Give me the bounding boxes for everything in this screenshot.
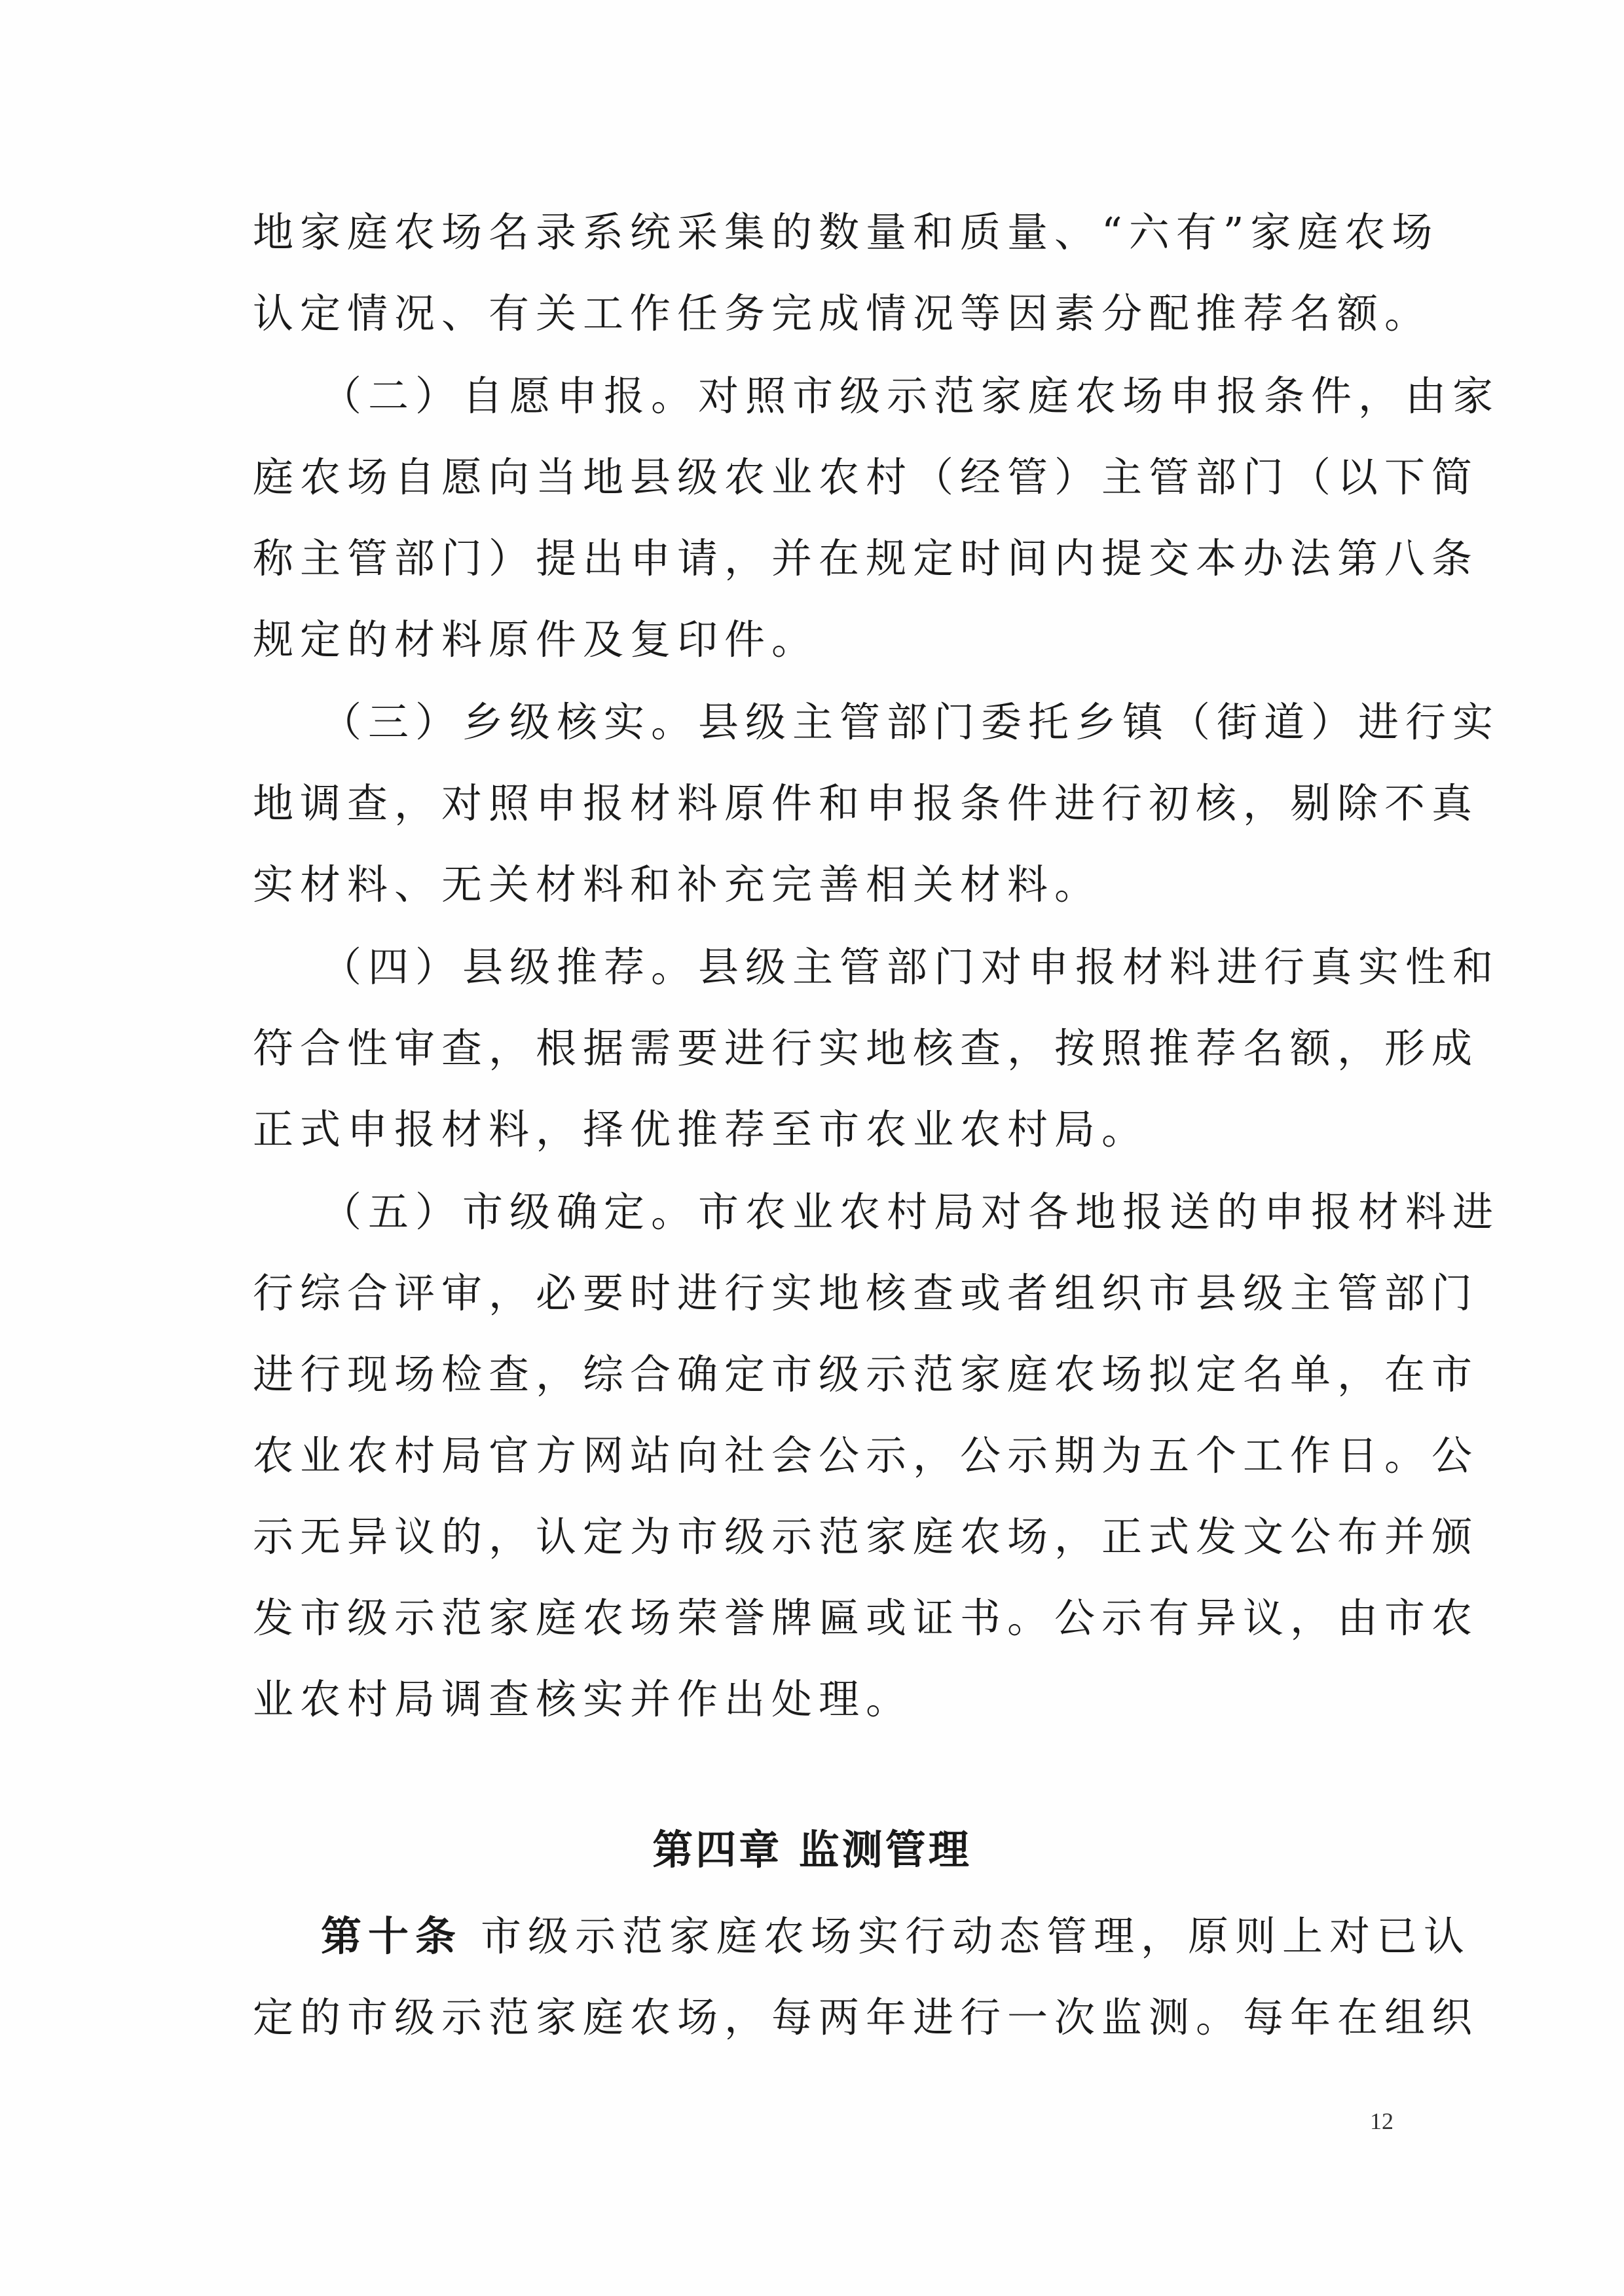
paragraph-line: 行综合评审，必要时进行实地核查或者组织市县级主管部门: [253, 1269, 1479, 1317]
article-line: [321, 1900, 1471, 1972]
paragraph-line: 规定的材料原件及复印件。: [253, 616, 819, 663]
article-line: 定的市级示范家庭农场，每两年进行一次监测。每年在组织: [253, 1993, 1479, 2041]
paragraph-line: 发市级示范家庭农场荣誉牌匾或证书。公示有异议，由市农: [253, 1594, 1479, 1642]
paragraph-line: 地调查，对照申报材料原件和申报条件进行初核，剔除不真: [253, 779, 1479, 827]
paragraph-line: 业农村局调查核实并作出处理。: [253, 1675, 913, 1723]
paragraph-line: 称主管部门）提出申请，并在规定时间内提交本办法第八条: [253, 534, 1479, 582]
paragraph-line: 庭农场自愿向当地县级农业农村（经管）主管部门（以下简: [253, 453, 1479, 501]
paragraph-line: 实材料、无关材料和补充完善相关材料。: [253, 861, 1102, 908]
article-label: 第十条: [321, 1912, 463, 1960]
paragraph-line: 地家庭农场名录系统采集的数量和质量、“六有”家庭农场: [253, 208, 1439, 256]
paragraph-line: 认定情况、有关工作任务完成情况等因素分配推荐名额。: [253, 289, 1432, 337]
paragraph-line: 正式申报材料，择优推荐至市农业农村局。: [253, 1105, 1149, 1153]
paragraph-line: 符合性审查，根据需要进行实地核查，按照推荐名额，形成: [253, 1024, 1479, 1072]
paragraph-line: （二）自愿申报。对照市级示范家庭农场申报条件，由家: [321, 372, 1500, 420]
paragraph-line: （四）县级推荐。县级主管部门对申报材料进行真实性和: [321, 943, 1500, 991]
paragraph-line: 农业农村局官方网站向社会公示，公示期为五个工作日。公: [253, 1432, 1479, 1479]
article-text: 市级示范家庭农场实行动态管理，原则上对已认: [481, 1912, 1471, 1960]
chapter-heading: 第四章 监测管理: [652, 1826, 972, 1874]
paragraph-line: （三）乡级核实。县级主管部门委托乡镇（街道）进行实: [321, 698, 1500, 746]
paragraph-line: （五）市级确定。市农业农村局对各地报送的申报材料进: [321, 1188, 1500, 1236]
paragraph-line: 进行现场检查，综合确定市级示范家庭农场拟定名单，在市: [253, 1350, 1479, 1398]
paragraph-line: 示无异议的，认定为市级示范家庭农场，正式发文公布并颁: [253, 1513, 1479, 1561]
page-number: 12: [1370, 2108, 1393, 2134]
